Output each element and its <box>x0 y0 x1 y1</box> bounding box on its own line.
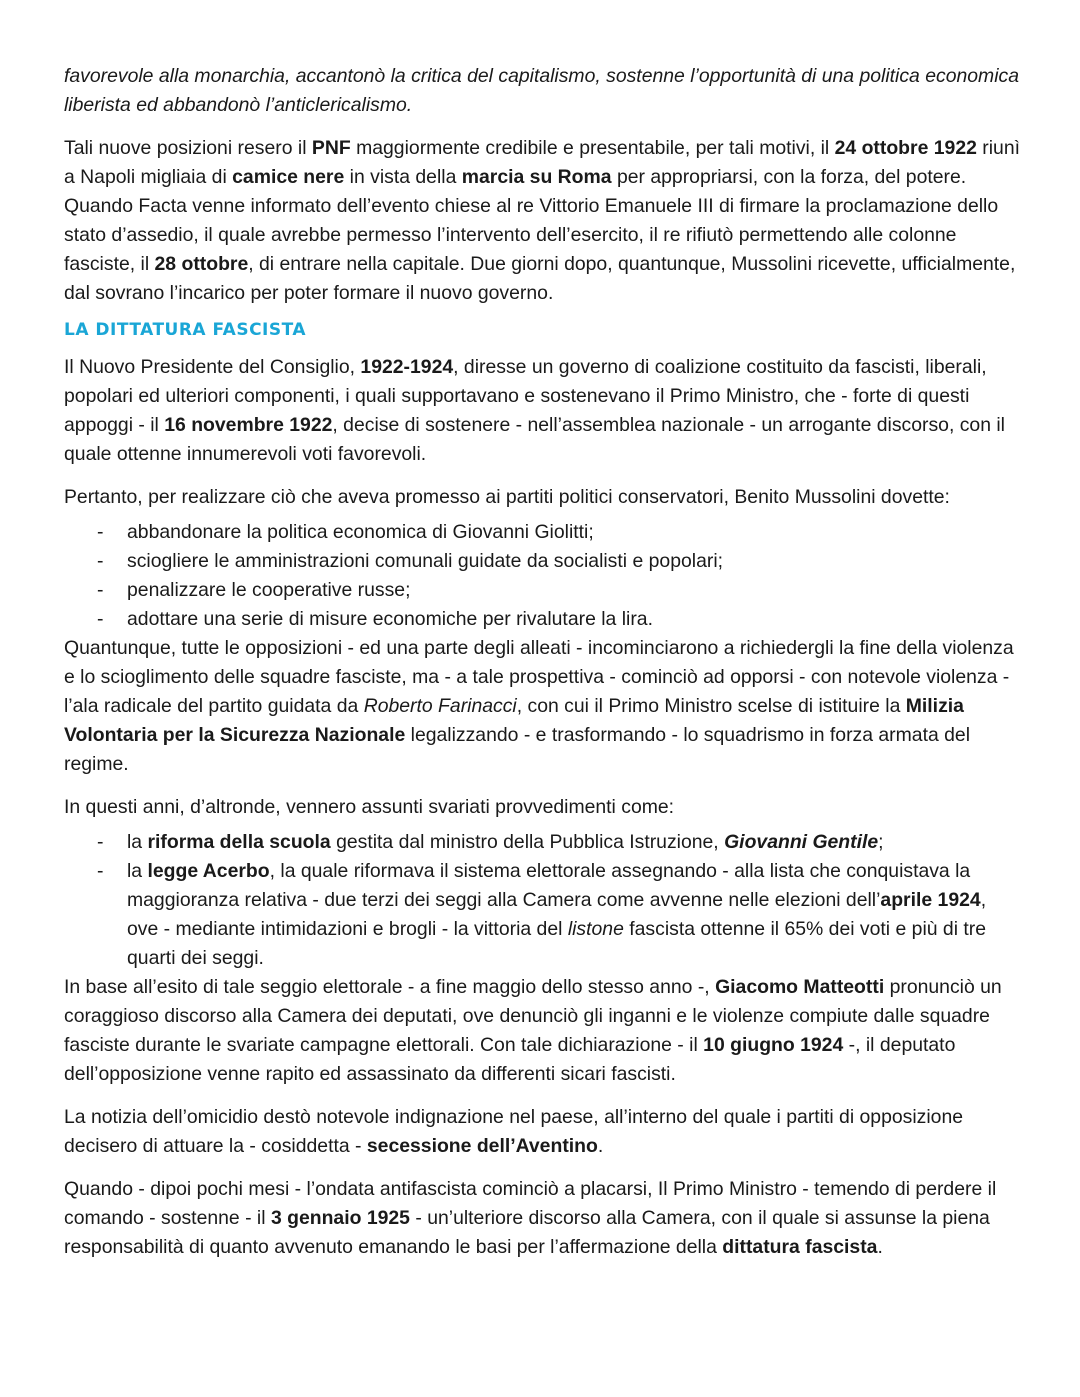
bold-text: dittatura fascista <box>722 1236 878 1258</box>
bold-text: 24 ottobre 1922 <box>834 137 977 159</box>
text: , decise di sostenere - nell’assemblea nazionale - un arrogante discorso, con il quale ottenne innumerevoli voti favorevoli. <box>64 414 1005 465</box>
text: maggiormente credibile e presentabile, per tali motivi, il <box>350 137 835 159</box>
list-item: - adottare una serie di misure economiche per rivalutare la lira. <box>64 605 1020 634</box>
text: . <box>597 1135 604 1157</box>
text: , la quale riformava il sistema elettorale assegnando - alla lista che conquistava la maggioranza relativa - due terzi dei seggi alla Camera come avvenne nelle elezioni dell’ <box>127 860 971 911</box>
provisions-list <box>64 828 1020 973</box>
bold-text: 3 gennaio 1925 <box>270 1207 410 1229</box>
text: legalizzando - e trasformando - lo squadrismo in forza armata del regime. <box>64 724 971 775</box>
text: fascista ottenne il 65% dei voti e più di tre quarti dei seggi. <box>127 918 987 969</box>
paragraph-promises: Pertanto, per realizzare ciò che aveva promesso ai partiti politici conservatori, Benito Mussolini dovette: <box>64 486 950 508</box>
text: , con cui il Primo Ministro scelse di istituire la <box>516 695 906 717</box>
paragraph-government <box>64 353 1020 469</box>
paragraph-matteotti <box>64 973 1020 1089</box>
text: Tali nuove posizioni resero il <box>64 137 312 159</box>
text: ; <box>878 831 884 853</box>
italic-text: Roberto Farinacci <box>363 695 517 717</box>
bold-italic-text: Giovanni Gentile <box>724 831 879 853</box>
list-item <box>64 828 1020 857</box>
paragraph-march-on-rome <box>64 134 1020 308</box>
text: in vista della <box>344 166 462 188</box>
bold-text: legge Acerbo <box>147 860 270 882</box>
italic-text: favorevole alla monarchia, accantonò la critica del capitalismo, sostenne l’opportunità di una politica economica liberista ed abbandonò l’anticlericalismo. <box>64 65 1019 116</box>
text: pronunciò un coraggioso discorso alla Camera dei deputati, ove denunciò gli inganni e le violenze compiute dalle squadre fasciste durante le svariate campagne elettorali. Con tale dichiarazione - il <box>64 976 1002 1056</box>
text: . <box>877 1236 883 1258</box>
text: la <box>127 860 148 882</box>
bold-text: Giacomo Matteotti <box>715 976 885 998</box>
list-item: - sciogliere le amministrazioni comunali guidate da socialisti e popolari; <box>64 547 1020 576</box>
bold-text: PNF <box>311 137 351 159</box>
paragraph-aventino <box>64 1103 1020 1161</box>
section-heading: LA DITTATURA FASCISTA <box>64 320 307 340</box>
paragraph-opposition <box>64 634 1020 779</box>
measures-list <box>64 518 1020 634</box>
text: Quantunque, tutte le opposizioni - ed una parte degli alleati - incominciarono a richiedergli la fine della violenza e lo scioglimento delle squadre fasciste, ma - a tale prospettiva - cominciò ad opporsi - con notevole violenza - l’ala radicale del partito guidata da <box>64 637 1014 717</box>
text: la <box>127 831 148 853</box>
list-item <box>64 857 1020 973</box>
list-item: - abbandonare la politica economica di Giovanni Giolitti; <box>64 518 1020 547</box>
bold-text: 10 giugno 1924 <box>703 1034 844 1056</box>
text: - un’ulteriore discorso alla Camera, con il quale si assunse la piena responsabilità di quanto avvenuto emanando le basi per l’affermazione della <box>64 1207 990 1258</box>
text: , ove - mediante intimidazioni e brogli - la vittoria del <box>127 889 987 940</box>
text: , diresse un governo di coalizione costituito da fascisti, liberali, popolari ed ulteriori componenti, i quali supportavano e sostenevano il Primo Ministro, che - forte di questi appoggi - il <box>64 356 987 436</box>
paragraph-dictatorship <box>64 1175 1020 1262</box>
paragraph-provisions: In questi anni, d’altronde, vennero assunti svariati provvedimenti come: <box>64 796 675 818</box>
bold-text: camice nere <box>232 166 345 188</box>
text: per appropriarsi, con la forza, del potere. Quando Facta venne informato dell’evento chiese al re Vittorio Emanuele III di firmare la proclamazione dello stato d’assedio, il quale avrebbe permesso l’intervento dell’esercito, il re rifiutò permettendo alle colonne fasciste, il <box>64 166 999 275</box>
bold-text: Milizia Volontaria per la Sicurezza Nazionale <box>64 695 964 746</box>
bold-text: secessione dell’Aventino <box>366 1135 598 1157</box>
text: -, il deputato dell’opposizione venne rapito ed assassinato da differenti sicari fascisti. <box>64 1034 956 1085</box>
bold-text: aprile 1924 <box>880 889 981 911</box>
bold-text: marcia su Roma <box>461 166 612 188</box>
text: riunì a Napoli migliaia di <box>64 137 1020 188</box>
paragraph-intro <box>64 62 1020 120</box>
bold-text: riforma della scuola <box>147 831 331 853</box>
bold-text: 1922-1924 <box>360 356 454 378</box>
italic-text: listone <box>567 918 624 940</box>
bold-text: 16 novembre 1922 <box>164 414 333 436</box>
text: Quando - dipoi pochi mesi - l’ondata antifascista cominciò a placarsi, Il Primo Ministro - temendo di perdere il comando - sostenne - il <box>64 1178 997 1229</box>
text: Il Nuovo Presidente del Consiglio, <box>64 356 361 378</box>
text: gestita dal ministro della Pubblica Istruzione, <box>330 831 725 853</box>
text: La notizia dell’omicidio destò notevole indignazione nel paese, all’interno del quale i partiti di opposizione decisero di attuare la - cosiddetta - <box>64 1106 964 1157</box>
list-item: - penalizzare le cooperative russe; <box>64 576 1020 605</box>
bold-text: 28 ottobre <box>154 253 249 275</box>
text: In base all’esito di tale seggio elettorale - a fine maggio dello stesso anno -, <box>64 976 716 998</box>
text: , di entrare nella capitale. Due giorni dopo, quantunque, Mussolini ricevette, ufficialmente, dal sovrano l’incarico per poter formare il nuovo governo. <box>64 253 1016 304</box>
